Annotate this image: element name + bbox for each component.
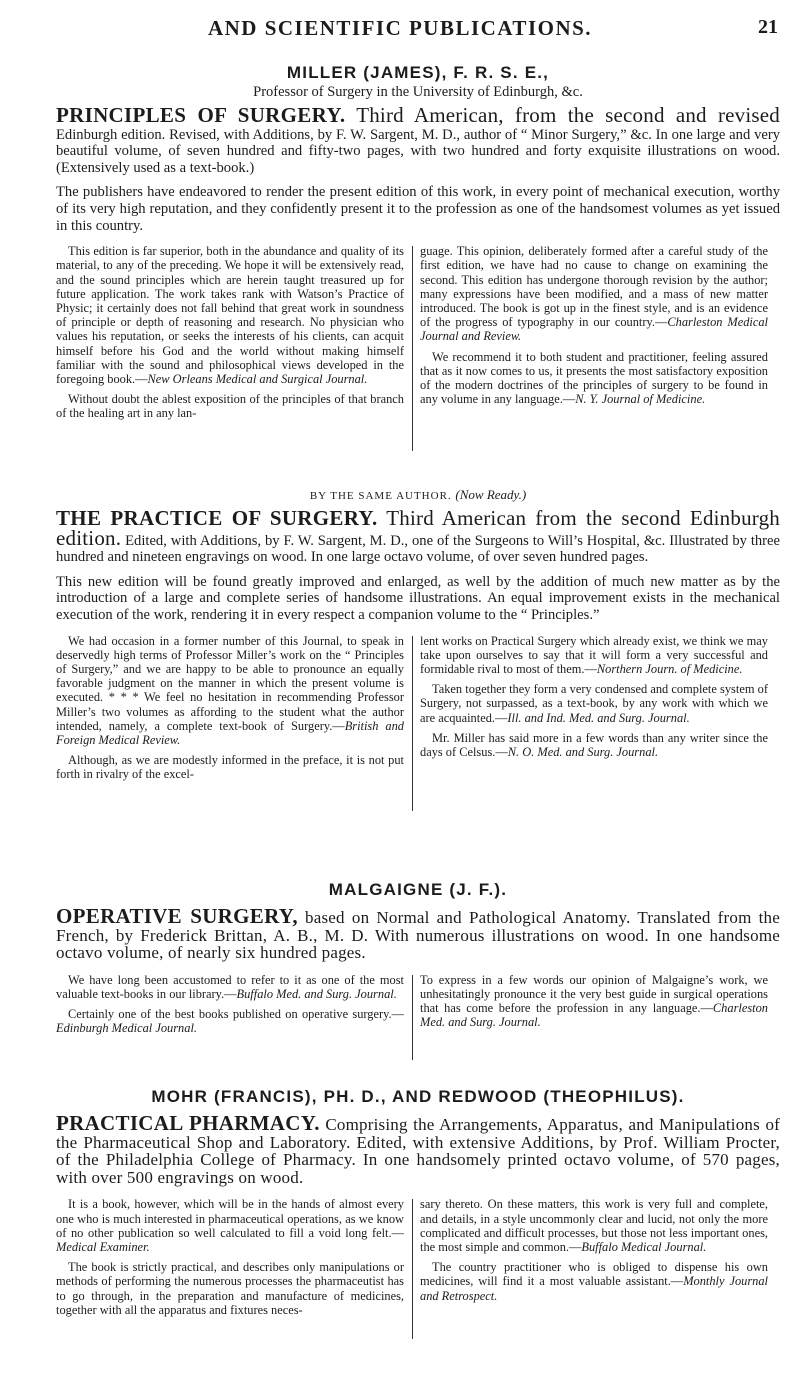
book-title-rest: based on Normal and Pathological Anatomy. Translated from the French, by Frederick Brittan, A. B., M. D. With numerous illustrations on wood. In one handsome octavo volume, of nearly six hundred pages.: [56, 908, 780, 963]
book-entry: [56, 1111, 781, 1187]
author-heading: MALGAIGNE (J. F.).: [328, 880, 508, 899]
review-paragraph: [420, 350, 768, 407]
review-paragraph: [56, 392, 404, 420]
publisher-note: The publishers have endeavored to render the present edition of this work, in every point of mechanical execution, worthy of its very high reputation, and they confidently present it to the profession as one of the handsomest volumes as yet issued in this country.: [56, 184, 780, 234]
review-source: Monthly Journal and Retrospect.: [420, 1274, 768, 1303]
review-text: To express in a few words our opinion of Malgaigne’s work, we unhesitatingly pronounce it the very best guide in surgical operations that has come before the profession in any language.—: [420, 972, 768, 1016]
review-source: British and Foreign Medical Review.: [56, 718, 404, 747]
review-source: Charleston Medical Journal and Review.: [420, 315, 768, 344]
review-source: New Orleans Medical and Surgical Journal.: [147, 371, 368, 386]
book-entry: [56, 103, 780, 176]
review-paragraph: [56, 973, 404, 1001]
review-paragraph: [56, 1007, 404, 1035]
book-entry: [56, 904, 780, 963]
entry-miller-principles: [56, 63, 780, 454]
book-description: Edinburgh edition. Revised, with Additions, by F. W. Sargent, M. D., author of “ Minor Surgery,” &c. In one large and very beautiful volume, of seven hundred and fifty-two pages, with two hundred and forty exquisite illustrations on wood. (Extensively used as a text-book.): [56, 126, 780, 176]
review-source: N. Y. Journal of Medicine.: [575, 392, 706, 407]
author-heading: MOHR (FRANCIS), PH. D., AND REDWOOD (THEOPHILUS).: [151, 1087, 685, 1106]
review-text: The country practitioner who is obliged to dispense his own medicines, will find it a most valuable assistant.—: [420, 1260, 768, 1289]
reviews-right-column: [420, 973, 768, 1036]
book-title-rest: Third American from the second Edinburgh edition.: [56, 506, 780, 550]
reviews: [56, 973, 780, 1068]
book-title: OPERATIVE SURGERY,: [56, 904, 298, 928]
review-source: N. O. Med. and Surg. Journal.: [507, 744, 659, 759]
reviews: [56, 244, 780, 454]
review-paragraph: [420, 1197, 768, 1254]
reviews-left-column: [56, 1197, 404, 1323]
entry-mohr-redwood: [56, 1087, 780, 1347]
running-head: [0, 16, 800, 46]
column-divider: [412, 246, 413, 451]
review-text: lent works on Practical Surgery which already exist, we think we may take upon ourselves to say that it will form a very successful and formidable rival to most of them.—: [420, 633, 768, 676]
review-paragraph: [420, 973, 768, 1030]
review-source: Ill. and Ind. Med. and Surg. Journal.: [507, 710, 690, 725]
review-paragraph: [420, 731, 768, 759]
same-author-line: [56, 488, 780, 503]
review-paragraph: [420, 682, 768, 725]
review-text: Taken together they form a very condensed and complete system of Surgery, not surpassed, as a text-book, by any work with which we are acquainted.—: [420, 682, 768, 725]
review-source: Buffalo Medical Journal.: [581, 1239, 707, 1254]
review-text: Certainly one of the best books published on operative surgery.—: [68, 1007, 404, 1022]
review-paragraph: [420, 244, 768, 343]
book-title-rest: Comprising the Arrangements, Apparatus, and Manipulations of the Pharmaceutical Shop and Laboratory. Edited, with extensive Additions, by Prof. William Procter, of the Philadelphia College of Pharmacy. In one handsomely printed octavo volume, of 570 pages, with over 500 engravings on wood.: [56, 1115, 781, 1187]
reviews-left-column: [56, 973, 404, 1042]
review-text: It is a book, however, which will be in the hands of almost every one who is much interested in pharmaceutical operations, as we know of no other publication so well calculated to fill a void long felt.—: [56, 1197, 404, 1240]
review-text: We have long been accustomed to refer to it as one of the most valuable text-books in our library.—: [56, 972, 404, 1001]
review-paragraph: [56, 244, 404, 386]
page-number: 21: [758, 16, 778, 38]
reviews: [56, 634, 780, 814]
review-text: Although, as we are modestly informed in the preface, it is not put forth in rivalry of the excel-: [56, 753, 404, 782]
review-text: The book is strictly practical, and describes only manipulations or methods of performing the numerous processes the pharmaceutist has to go through, in the preparation and manufacture of medicines, together with all the apparatus and fixtures neces-: [56, 1260, 404, 1317]
review-source: Charleston Med. and Surg. Journal.: [420, 1001, 768, 1030]
running-head-title: AND SCIENTIFIC PUBLICATIONS.: [207, 16, 593, 40]
review-paragraph: [56, 753, 404, 781]
review-paragraph: [420, 634, 768, 677]
review-text: Without doubt the ablest exposition of the principles of that branch of the healing art in any lan-: [56, 392, 404, 421]
review-paragraph: [56, 634, 404, 748]
review-paragraph: [56, 1197, 404, 1254]
book-title: PRINCIPLES OF SURGERY.: [56, 103, 346, 127]
book-entry: [56, 506, 780, 566]
reviews-right-column: [420, 634, 768, 766]
review-text: This edition is far superior, both in the abundance and quality of its material, to any of the preceding. We hope it will be extensively read, and the sound principles which are herein taught treasured up for future application. The work takes rank with Watson’s Practice of Physic; it certainly does not fall behind that great work in soundness of principle or depth of reasoning and research. No physician who values his reputation, or seeks the interests of his clients, can acquit himself before his God and the world without making himself familiar with the sound and philosophical views developed in the foregoing book.—: [56, 244, 404, 386]
column-divider: [412, 636, 413, 811]
review-text: We recommend it to both student and practitioner, feeling assured that as it now comes to us, it presents the most satisfactory exposition of the modern doctrines of the principles of surgery to be found in any volume in any language.—: [420, 349, 768, 407]
same-author-label: BY THE SAME AUTHOR.: [309, 490, 452, 502]
publisher-note: This new edition will be found greatly improved and enlarged, as well by the addition of much new matter as by the introduction of a large and complete series of handsome illustrations. An equal improvement exists in the mechanical execution of the work, rendering it in every respect a companion volume to the “ Principles.”: [56, 573, 780, 623]
review-text: We had occasion in a former number of this Journal, to speak in deservedly high terms of Professor Miller’s work on the “ Principles of Surgery,” and we are happy to be able to pronounce an equally favorable judgment on the manner in which the present volume is executed. * * * We feel no hesitation in recommending Professor Miller’s two volumes as affording to the student what the author intended, namely, a complete text-book of Surgery.—: [56, 633, 404, 733]
review-paragraph: [420, 1260, 768, 1303]
book-title: THE PRACTICE OF SURGERY.: [56, 506, 378, 530]
review-source: Edinburgh Medical Journal.: [56, 1021, 197, 1036]
review-paragraph: [56, 1260, 404, 1317]
entry-malgaigne: [56, 880, 780, 1068]
book-title-rest: Third American, from the second and revised: [345, 103, 780, 127]
review-source: Northern Journ. of Medicine.: [596, 661, 743, 676]
review-source: Buffalo Med. and Surg. Journal.: [236, 986, 397, 1001]
author-heading: MILLER (JAMES), F. R. S. E.,: [286, 63, 550, 82]
book-description: Edited, with Additions, by F. W. Sargent, M. D., one of the Surgeons to Will’s Hospital, &c. Illustrated by three hundred and nineteen engravings on wood. In one large octavo volume, of over seven hundred pages.: [56, 532, 780, 566]
column-divider: [412, 975, 413, 1060]
reviews-right-column: [420, 244, 768, 412]
reviews-left-column: [56, 634, 404, 788]
review-text: Mr. Miller has said more in a few words than any writer since the days of Celsus.—: [420, 730, 768, 759]
review-text: guage. This opinion, deliberately formed after a careful study of the first edition, we have had no cause to change on examining the second. This edition has undergone thorough revision by the author; many expressions have been modified, and a mass of new matter introduced. The book is got up in the finest style, and is an evidence of the progress of typography in our country.—: [420, 244, 768, 330]
book-title: PRACTICAL PHARMACY.: [56, 1111, 320, 1135]
entry-miller-practice: [56, 506, 780, 814]
review-source: Medical Examiner.: [56, 1239, 150, 1254]
reviews: [56, 1197, 780, 1347]
author-affiliation: Professor of Surgery in the University of Edinburgh, &c.: [253, 84, 583, 100]
reviews-right-column: [420, 1197, 768, 1308]
column-divider: [412, 1199, 413, 1339]
reviews-left-column: [56, 244, 404, 426]
review-text: sary thereto. On these matters, this work is very full and complete, and details, in a style uncommonly clear and lucid, not only the more complicated and difficult processes, but those not less important ones, the most simple and common.—: [420, 1197, 768, 1254]
now-ready-label: (Now Ready.): [455, 487, 527, 502]
